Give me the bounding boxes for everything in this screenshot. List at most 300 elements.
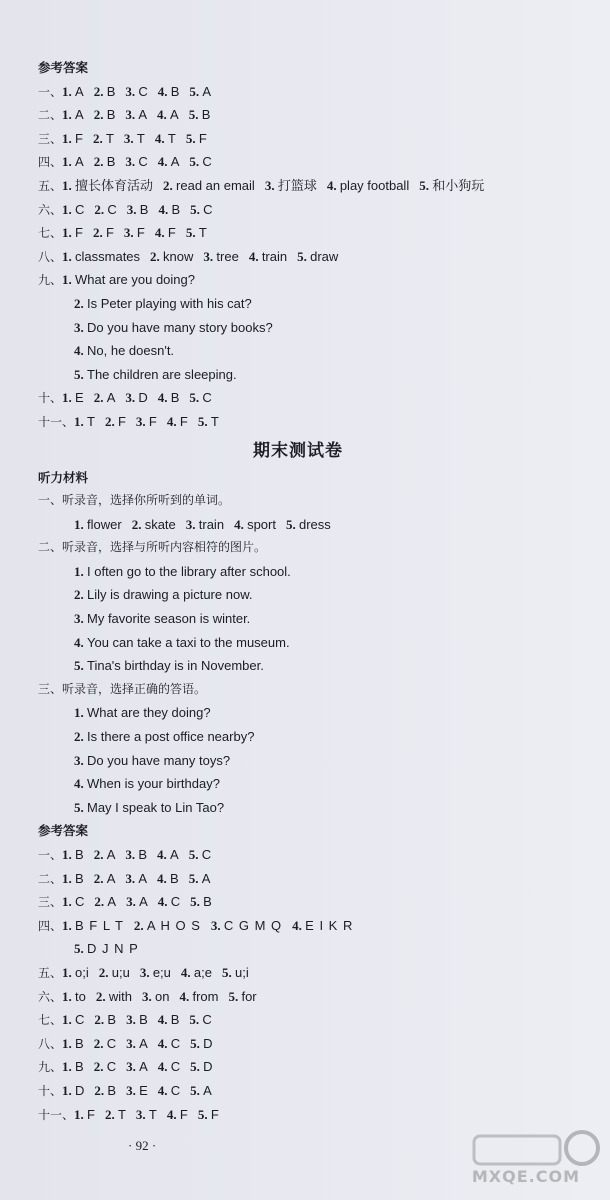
answer-row: [38, 890, 558, 914]
item-number: 1.: [62, 177, 72, 193]
item-number: 5.: [190, 1035, 200, 1051]
item-number: 2.: [163, 177, 173, 193]
item-number: 1.: [62, 1035, 72, 1051]
item-answer: 擅长体育活动: [75, 177, 154, 193]
item-answer: C: [203, 201, 213, 217]
item-number: 1.: [62, 390, 72, 406]
item-number: 1.: [62, 225, 72, 241]
item-number: 5.: [189, 390, 200, 406]
item-answer: A: [75, 83, 84, 99]
answer-row: [38, 513, 558, 537]
item-number: 4.: [292, 917, 302, 933]
item-number: 4.: [248, 248, 259, 264]
item-answer: A: [201, 870, 211, 886]
answer-row: [38, 245, 558, 269]
item-number: 5.: [190, 894, 200, 910]
item-number: 4.: [74, 776, 84, 792]
item-answer: skate: [144, 516, 176, 532]
item-number: 1.: [62, 1012, 72, 1028]
item-answer: B: [139, 1012, 148, 1028]
item-number: 3.: [126, 1059, 136, 1075]
item-number: 5.: [185, 130, 196, 146]
item-answer: C: [75, 201, 85, 217]
list-item: [38, 631, 558, 655]
item-answer: C: [106, 1035, 117, 1051]
item-number: 4.: [157, 847, 167, 862]
item-number: 4.: [157, 1059, 168, 1075]
answer-row: [38, 1055, 558, 1079]
item-number: 1.: [62, 154, 72, 170]
answer-row: [38, 221, 558, 245]
section2-heading: 参考答案: [38, 823, 89, 839]
item-answer: E I K R: [305, 917, 354, 933]
item-answer: F: [136, 225, 145, 241]
listening-prompt: 三、听录音，选择正确的答语。: [38, 681, 207, 696]
answer-row: [38, 80, 558, 104]
item-number: 3.: [123, 225, 134, 241]
item-answer: A: [139, 1035, 148, 1051]
listening-prompt: 二、听录音，选择与所听内容相符的图片。: [38, 540, 267, 555]
item-answer: B: [75, 870, 84, 886]
item-answer: C: [170, 1082, 181, 1098]
item-number: 2.: [93, 107, 104, 123]
item-answer: B: [107, 1082, 117, 1098]
list-item: [38, 316, 558, 340]
item-number: 1.: [62, 248, 72, 264]
item-number: 5.: [188, 870, 199, 886]
item-answer: C: [202, 154, 212, 170]
item-answer: E: [139, 1082, 148, 1098]
item-number: 2.: [94, 201, 105, 217]
item-number: 3.: [126, 1035, 136, 1051]
answer-row: [38, 127, 558, 151]
item-answer: C: [138, 83, 148, 99]
item-number: 2.: [93, 870, 104, 886]
item-answer: B: [106, 107, 116, 123]
item-answer: D: [75, 1082, 85, 1098]
item-number: 1.: [74, 705, 84, 721]
section1-heading: 参考答案: [38, 60, 89, 75]
item-answer: with: [108, 988, 132, 1004]
item-number: 1.: [74, 413, 84, 429]
item-number: 2.: [92, 130, 103, 146]
item-number: 1.: [62, 130, 72, 146]
item-number: 4.: [157, 107, 167, 123]
item-number: 5.: [185, 225, 196, 241]
item-answer: u;i: [234, 964, 249, 980]
item-number: 2.: [74, 729, 84, 745]
item-number: 3.: [126, 894, 136, 910]
item-answer: A: [202, 83, 212, 99]
item-answer: B: [107, 1012, 117, 1028]
item-answer: tree: [216, 248, 239, 264]
item-number: 4.: [74, 634, 84, 650]
answer-row: [38, 150, 558, 174]
item-number: 5.: [188, 107, 199, 123]
item-answer: C: [138, 154, 148, 170]
row-prefix: 四、: [38, 918, 63, 933]
item-answer: A: [170, 154, 180, 170]
answer-row: [38, 985, 558, 1009]
row-prefix: 三、: [38, 895, 63, 910]
item-text: The children are sleeping.: [87, 366, 237, 382]
item-number: 4.: [326, 177, 337, 193]
item-number: 4.: [157, 1082, 168, 1098]
item-number: 4.: [157, 1012, 168, 1028]
item-number: 3.: [123, 130, 134, 146]
item-number: 3.: [141, 988, 152, 1004]
item-text: When is your birthday?: [87, 776, 220, 792]
item-answer: T: [136, 130, 145, 146]
item-text: What are they doing?: [87, 705, 211, 721]
item-answer: B: [106, 154, 116, 170]
item-number: 3.: [185, 516, 196, 532]
item-number: 1.: [62, 1082, 72, 1098]
item-answer: o;i: [75, 964, 89, 980]
item-text: My favorite season is winter.: [87, 611, 251, 627]
row-prefix: 四、: [38, 155, 63, 170]
item-number: 3.: [74, 611, 84, 627]
item-number: 5.: [190, 1059, 200, 1075]
item-number: 2.: [94, 894, 105, 910]
item-number: 1.: [62, 894, 72, 910]
row-prefix: 九、: [38, 273, 63, 288]
row-prefix: 二、: [38, 871, 63, 886]
list-item: [38, 796, 558, 820]
row-prefix: 五、: [38, 965, 63, 980]
item-number: 3.: [125, 390, 136, 406]
item-text: What are you doing?: [75, 272, 195, 288]
page-content: [38, 56, 558, 1126]
item-answer: A: [138, 107, 148, 123]
item-number: 5.: [190, 201, 200, 217]
item-answer: T: [117, 1106, 126, 1122]
item-answer: B: [171, 201, 181, 217]
item-answer: T: [148, 1106, 157, 1122]
item-answer: flower: [87, 516, 122, 532]
item-number: 4.: [157, 390, 168, 406]
item-answer: F: [179, 413, 188, 429]
item-answer: T: [167, 130, 176, 146]
item-answer: A: [139, 894, 148, 910]
listening-parts: [38, 489, 558, 819]
item-number: 3.: [126, 201, 137, 217]
item-number: 2.: [93, 1059, 104, 1075]
row-prefix: 二、: [38, 108, 63, 123]
item-answer: D: [203, 1035, 213, 1051]
item-text: Do you have many story books?: [87, 319, 273, 335]
item-answer: to: [75, 988, 86, 1004]
item-answer: B: [75, 1035, 84, 1051]
list-item: [38, 607, 558, 631]
item-answer: B: [75, 847, 84, 862]
item-text: Do you have many toys?: [87, 752, 231, 768]
item-number: 2.: [93, 390, 104, 406]
item-number: 5.: [74, 366, 84, 382]
section1-nine: [38, 268, 558, 386]
item-number: 3.: [74, 319, 84, 335]
item-answer: F: [148, 413, 157, 429]
item-number: 5.: [74, 799, 84, 815]
list-item: [38, 772, 558, 796]
item-answer: for: [241, 988, 257, 1004]
row-prefix: 三、: [38, 131, 63, 146]
item-answer: F: [167, 225, 176, 241]
item-answer: C: [170, 1035, 181, 1051]
row-prefix: 十一、: [38, 414, 75, 429]
item-number: 1.: [62, 107, 72, 123]
item-number: 5.: [197, 1106, 208, 1122]
item-answer: E: [75, 390, 84, 406]
item-text: Is Peter playing with his cat?: [87, 295, 252, 311]
item-number: 5.: [189, 83, 200, 99]
item-number: 3.: [210, 917, 221, 933]
item-answer: B: [201, 107, 211, 123]
item-number: 2.: [93, 83, 104, 99]
list-item: [38, 725, 558, 749]
item-answer: C: [202, 1012, 212, 1028]
item-answer: F: [75, 130, 83, 146]
item-text: I often go to the library after school.: [87, 563, 291, 579]
item-number: 1.: [62, 870, 72, 886]
item-number: 5.: [197, 413, 208, 429]
item-number: 2.: [93, 847, 104, 862]
list-item: [38, 292, 558, 316]
item-answer: A: [203, 1082, 212, 1098]
item-number: 1.: [62, 988, 72, 1004]
item-number: 1.: [74, 1106, 84, 1122]
item-answer: B: [170, 83, 180, 99]
item-answer: C: [75, 894, 85, 910]
item-number: 2.: [74, 295, 84, 311]
item-answer: A: [106, 390, 116, 406]
listening-prompt: 一、听录音，选择你所听到的单词。: [38, 493, 231, 508]
item-number: 5.: [189, 1012, 200, 1028]
item-answer: C G M Q: [223, 917, 283, 933]
item-number: 5.: [228, 988, 239, 1004]
row-prefix: 十、: [38, 1083, 63, 1098]
answer-row: [38, 1079, 558, 1103]
item-answer: F: [210, 1106, 219, 1122]
item-answer: C: [201, 847, 212, 862]
item-number: 1.: [62, 847, 72, 862]
item-number: 3.: [135, 413, 146, 429]
item-number: 3.: [135, 1106, 146, 1122]
item-answer: A: [75, 107, 84, 123]
item-number: 2.: [92, 225, 103, 241]
item-answer: C: [202, 390, 212, 406]
item-number: 2.: [93, 1035, 104, 1051]
item-number: 1.: [62, 272, 72, 288]
item-text: You can take a taxi to the museum.: [87, 634, 290, 650]
item-answer: read an email: [176, 177, 255, 193]
item-number: 2.: [104, 1106, 115, 1122]
item-number: 5.: [190, 1082, 200, 1098]
item-number: 2.: [74, 587, 84, 603]
section2-four: [38, 914, 558, 961]
item-answer: B: [170, 390, 180, 406]
item-answer: F: [117, 413, 126, 429]
row-prefix: 一、: [38, 84, 63, 99]
list-item: [38, 701, 558, 725]
item-answer: from: [192, 988, 219, 1004]
item-number: 3.: [126, 1082, 136, 1098]
item-answer: D: [138, 390, 148, 406]
item-number: 2.: [133, 917, 144, 933]
answer-row: [38, 386, 558, 410]
item-answer: know: [163, 248, 194, 264]
item-number: 2.: [150, 248, 160, 264]
item-number: 5.: [297, 248, 307, 264]
answer-row: [38, 914, 558, 938]
item-number: 5.: [221, 964, 232, 980]
row-prefix: 一、: [38, 848, 63, 862]
answer-row: [38, 1008, 558, 1032]
item-answer: F: [105, 225, 114, 241]
item-number: 3.: [203, 248, 214, 264]
item-number: 3.: [125, 154, 136, 170]
item-answer: A: [138, 870, 148, 886]
row-prefix: 七、: [38, 1013, 63, 1028]
item-number: 1.: [62, 964, 72, 980]
answer-row: [38, 174, 558, 198]
item-number: 4.: [154, 130, 165, 146]
item-answer: A: [107, 894, 117, 910]
item-answer: dress: [298, 516, 331, 532]
watermark-text: MXQE.COM: [471, 1167, 580, 1186]
item-answer: A: [106, 870, 116, 886]
item-answer: A: [170, 107, 179, 123]
item-answer: D J N P: [87, 941, 139, 957]
item-number: 4.: [166, 1106, 177, 1122]
item-number: 1.: [74, 516, 84, 532]
item-number: 5.: [285, 516, 296, 532]
exam-title: 期末测试卷: [253, 440, 343, 461]
item-answer: T: [210, 413, 219, 429]
item-number: 1.: [74, 563, 84, 579]
item-text: No, he doesn't.: [87, 343, 175, 359]
item-answer: B F L T: [75, 917, 124, 933]
item-answer: on: [154, 988, 170, 1004]
list-item: [38, 560, 558, 584]
item-answer: F: [87, 1106, 95, 1122]
item-number: 4.: [180, 964, 191, 980]
item-answer: train: [261, 248, 288, 264]
item-answer: train: [198, 516, 225, 532]
item-number: 4.: [157, 83, 168, 99]
row-prefix: 十、: [38, 391, 63, 406]
item-number: 2.: [95, 988, 106, 1004]
item-answer: F: [198, 130, 207, 146]
item-answer: B: [75, 1059, 84, 1075]
item-answer: sport: [247, 516, 276, 532]
list-item: [38, 749, 558, 773]
item-number: 5.: [188, 847, 199, 862]
item-answer: B: [170, 870, 179, 886]
list-item: [38, 363, 558, 387]
item-answer: D: [203, 1059, 213, 1075]
item-number: 4.: [157, 154, 168, 170]
item-answer: T: [198, 225, 207, 241]
row-prefix: 六、: [38, 202, 63, 217]
item-answer: B: [106, 83, 116, 99]
answer-row: [38, 937, 558, 961]
item-number: 1.: [62, 917, 72, 933]
item-answer: u;u: [111, 964, 130, 980]
item-answer: B: [138, 847, 148, 862]
item-number: 2.: [104, 413, 115, 429]
row-prefix: 五、: [38, 178, 63, 193]
item-number: 4.: [234, 516, 244, 532]
item-answer: T: [87, 413, 95, 429]
item-number: 5.: [74, 941, 84, 957]
item-text: May I speak to Lin Tao?: [87, 799, 225, 815]
item-answer: B: [203, 894, 212, 910]
item-number: 3.: [125, 83, 136, 99]
item-number: 5.: [74, 658, 84, 674]
row-prefix: 七、: [38, 226, 63, 241]
item-number: 4.: [157, 870, 167, 886]
item-answer: e;u: [152, 964, 171, 980]
item-answer: A: [75, 154, 84, 170]
item-answer: C: [170, 894, 181, 910]
item-number: 3.: [125, 870, 136, 886]
item-answer: T: [105, 130, 114, 146]
section2-rows-a: [38, 843, 558, 914]
item-number: 4.: [179, 988, 190, 1004]
item-number: 4.: [166, 413, 177, 429]
item-number: 1.: [62, 201, 72, 217]
item-answer: classmates: [75, 248, 141, 264]
item-number: 3.: [125, 107, 136, 123]
section1-rows: [38, 80, 558, 269]
answer-row: [38, 103, 558, 127]
item-number: 4.: [74, 343, 84, 359]
section2-rows-b: [38, 961, 558, 1126]
item-number: 2.: [131, 516, 142, 532]
listening-heading: 听力材料: [38, 469, 89, 485]
item-number: 3.: [264, 177, 275, 193]
item-number: 4.: [157, 1035, 168, 1051]
item-answer: A: [170, 847, 179, 862]
item-answer: C: [106, 1059, 117, 1075]
answer-row: [38, 961, 558, 985]
item-text: Lily is drawing a picture now.: [87, 587, 253, 603]
item-answer: 和小狗玩: [432, 177, 485, 193]
answer-row: [38, 1103, 558, 1127]
row-prefix: 八、: [38, 1036, 63, 1051]
item-answer: C: [107, 201, 117, 217]
item-answer: A H O S: [146, 917, 201, 933]
answer-row: [38, 410, 558, 434]
item-number: 3.: [74, 752, 84, 768]
item-number: 3.: [139, 964, 150, 980]
item-answer: 打篮球: [277, 177, 317, 193]
list-item: [38, 583, 558, 607]
item-answer: B: [139, 201, 149, 217]
section1-rows-end: [38, 386, 558, 433]
list-item: [38, 268, 558, 292]
item-number: 1.: [62, 83, 72, 99]
item-answer: play football: [339, 177, 410, 193]
answer-row: [38, 867, 558, 891]
item-number: 2.: [93, 154, 104, 170]
item-answer: C: [75, 1012, 85, 1028]
answer-row: [38, 1032, 558, 1056]
row-prefix: 八、: [38, 249, 63, 264]
item-number: 5.: [419, 177, 429, 193]
item-number: 4.: [154, 225, 165, 241]
